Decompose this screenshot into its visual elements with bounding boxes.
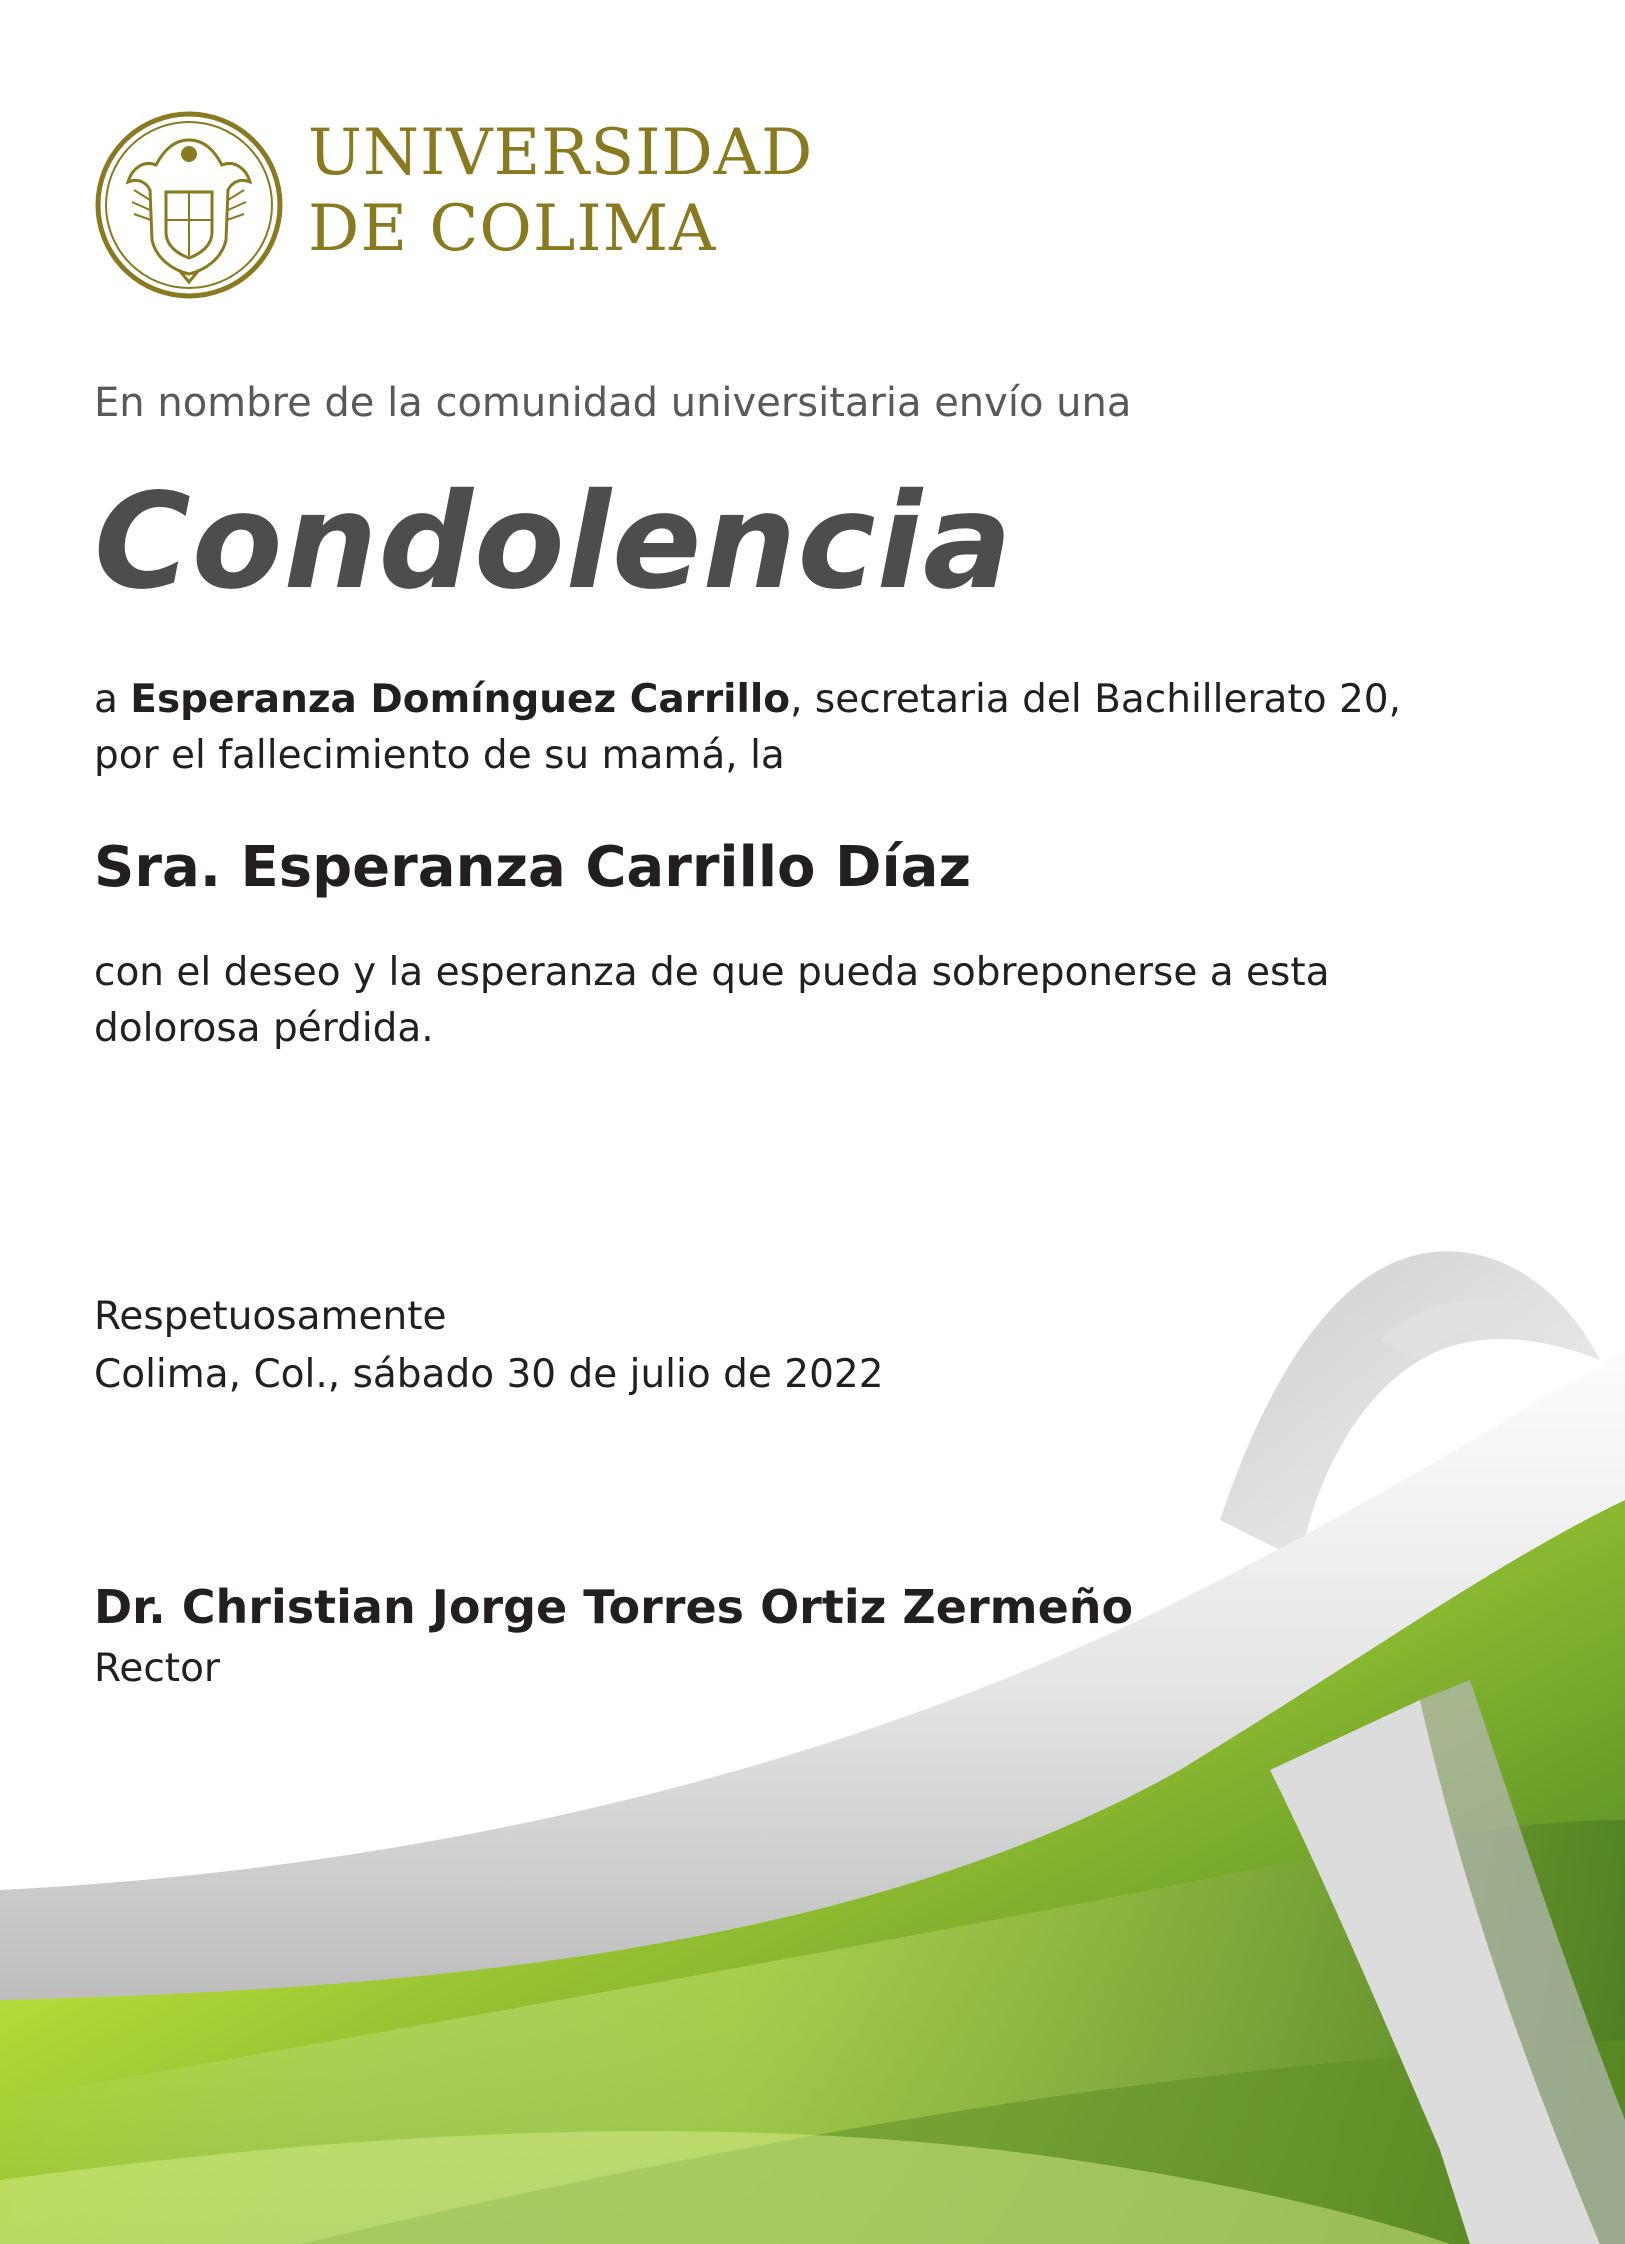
university-name-line2: DE COLIMA (308, 192, 717, 266)
closing-text: Respetuosamente (94, 1294, 447, 1339)
university-header (94, 110, 814, 300)
recipient-paragraph (94, 672, 1401, 784)
intro-text: En nombre de la comunidad universitaria envío una (94, 380, 1132, 426)
recipient-prefix: a (94, 677, 131, 722)
place-date: Colima, Col., sábado 30 de julio de 2022 (94, 1352, 884, 1397)
signer-name: Dr. Christian Jorge Torres Ortiz Zermeño (94, 1580, 1134, 1634)
recipient-line2: por el fallecimiento de su mamá, la (94, 733, 785, 778)
deceased-name: Sra. Esperanza Carrillo Díaz (94, 835, 972, 900)
page-title: Condolencia (94, 465, 1014, 619)
university-seal-icon (94, 110, 284, 300)
wish-line1: con el deseo y la esperanza de que pueda sobreponerse a esta (94, 950, 1330, 995)
closing-block (94, 1288, 884, 1404)
recipient-name: Esperanza Domínguez Carrillo (130, 677, 791, 722)
wish-paragraph (94, 945, 1330, 1057)
signer-title: Rector (94, 1646, 220, 1691)
recipient-line (94, 672, 1401, 728)
university-name-line1: UNIVERSIDAD (308, 116, 814, 190)
wish-line2: dolorosa pérdida. (94, 1006, 434, 1051)
recipient-suffix: , secretaria del Bachillerato 20, (790, 677, 1401, 722)
